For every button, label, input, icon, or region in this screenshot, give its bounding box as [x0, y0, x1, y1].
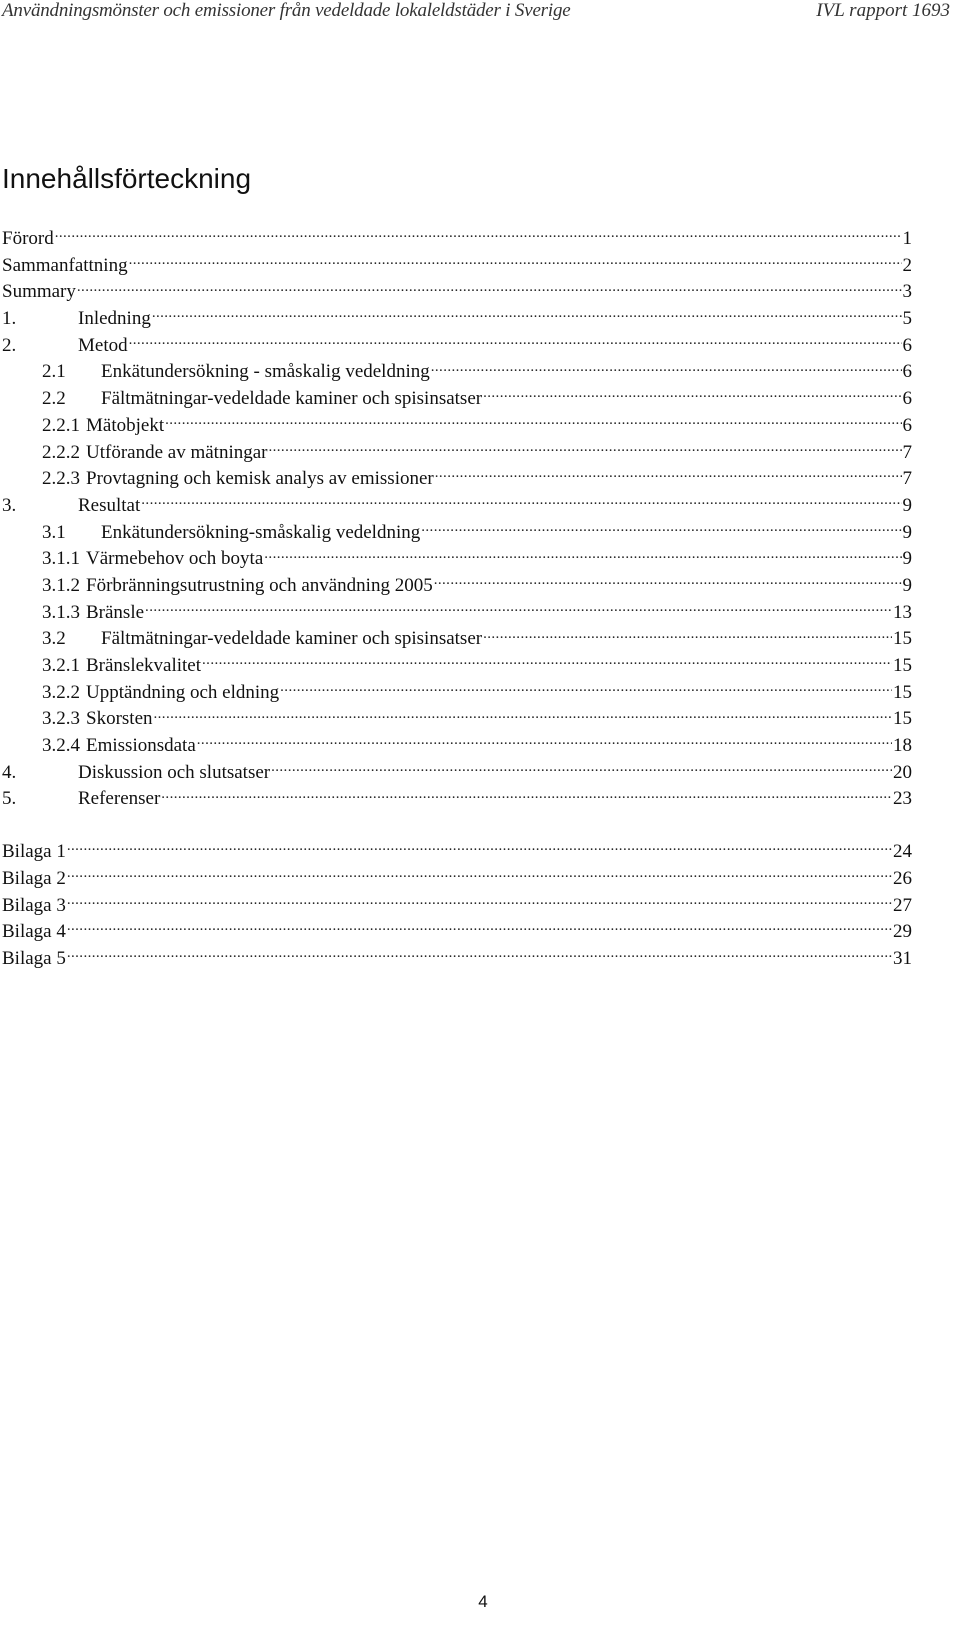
toc-entry-title: Värmebehov och boyta — [86, 548, 264, 570]
toc-entry-page: 23 — [893, 788, 912, 810]
toc-entry-title: Metod — [78, 334, 128, 356]
toc-entry-label — [0, 839, 66, 866]
toc-entry-page: 9 — [902, 548, 912, 570]
toc-entry-label — [0, 226, 54, 253]
toc-appendix-title: Bilaga 4 — [2, 921, 66, 943]
toc-entry-page: 6 — [902, 414, 912, 436]
toc-entry[interactable] — [0, 439, 912, 466]
toc-entry-label — [0, 919, 66, 946]
toc-entry-label — [0, 466, 434, 493]
toc-entry-label — [0, 626, 482, 653]
toc-entry-title: Fältmätningar-vedeldade kaminer och spisinsatser — [101, 388, 483, 410]
toc-entry-label — [0, 760, 270, 787]
toc-dot-leader — [483, 625, 892, 644]
toc-entry-title: Bränslekvalitet — [86, 655, 202, 676]
toc-dot-leader — [434, 572, 902, 591]
page-header — [0, 0, 960, 28]
toc-entry-number: 3.2.4 — [42, 735, 80, 757]
toc-entry-title: Provtagning och kemisk analys av emissioner — [86, 468, 434, 490]
toc-entry-label — [0, 680, 279, 707]
toc-entry-page: 9 — [902, 494, 912, 516]
toc-entry-title: Upptändning och eldning — [86, 681, 280, 703]
toc-dot-leader — [165, 412, 901, 431]
toc-appendix-title: Bilaga 3 — [2, 894, 66, 916]
toc-entry-title: Förbränningsutrustning och användning 2005 — [86, 574, 433, 596]
toc-entry-page: 15 — [893, 708, 912, 730]
toc-entry-page: 9 — [902, 574, 912, 596]
toc-entry-label — [0, 493, 140, 520]
toc-entry[interactable] — [0, 252, 912, 279]
toc-entry-title: Enkätundersökning-småskalig vedeldning — [101, 521, 421, 543]
toc-entry[interactable] — [0, 625, 912, 652]
toc-appendix-page: 31 — [893, 947, 912, 969]
toc-entry[interactable] — [0, 519, 912, 546]
toc-dot-leader — [202, 652, 892, 671]
report-title-header: Användningsmönster och emissioner från vedeldade lokaleldstäder i Sverige — [2, 0, 571, 21]
toc-entry-label — [0, 279, 76, 306]
toc-entry-title: Enkätundersökning - småskalig vedeldning — [101, 361, 430, 383]
toc-entry-page: 18 — [893, 735, 912, 757]
toc-dot-leader — [264, 545, 901, 564]
toc-dot-leader — [141, 492, 901, 511]
toc-entry-label — [0, 386, 482, 413]
toc-dot-leader — [197, 732, 892, 751]
toc-entry[interactable] — [0, 305, 912, 332]
toc-appendix-page: 27 — [893, 894, 912, 916]
toc-entry-number: 3.2.2 — [42, 681, 80, 703]
toc-entry-label — [0, 653, 201, 680]
toc-entry-page: 13 — [893, 601, 912, 623]
toc-dot-leader — [431, 358, 902, 377]
toc-entry-title: Sammanfattning — [2, 254, 128, 276]
toc-entry-label — [0, 359, 430, 386]
toc-entry-number: 3.1 — [42, 521, 66, 543]
toc-dot-leader — [67, 892, 892, 911]
toc-entry[interactable] — [0, 732, 912, 759]
toc-dot-leader — [67, 865, 892, 884]
toc-entry-number: 3.1.3 — [42, 601, 80, 623]
toc-dot-leader — [145, 599, 892, 618]
toc-dot-leader — [161, 785, 892, 804]
toc-appendix-entry[interactable] — [0, 892, 912, 919]
toc-entry-label — [0, 546, 263, 573]
toc-entry-number: 3.1.1 — [42, 548, 80, 570]
toc-entry-number: 4. — [2, 761, 17, 783]
toc-entry[interactable] — [0, 225, 912, 252]
toc-appendix-title: Bilaga 5 — [2, 947, 66, 969]
toc-entry-title: Inledning — [78, 308, 151, 330]
toc-entry-number: 2. — [2, 334, 17, 356]
toc-dot-leader — [154, 705, 893, 724]
toc-entry[interactable] — [0, 385, 912, 412]
report-number-header: IVL rapport 1693 — [816, 0, 950, 21]
toc-entry-label — [0, 573, 433, 600]
toc-heading: Innehållsförteckning — [2, 163, 252, 194]
toc-entry-number: 1. — [2, 308, 17, 330]
toc-appendix-entry[interactable] — [0, 918, 912, 945]
toc-entry-label — [0, 440, 267, 467]
toc-entry-title: Emissionsdata — [86, 735, 196, 757]
toc-entry-number: 5. — [2, 788, 17, 810]
toc-entry[interactable] — [0, 679, 912, 706]
toc-dot-leader — [435, 465, 902, 484]
toc-dot-leader — [67, 918, 892, 937]
toc-appendix-page: 24 — [893, 841, 912, 863]
toc-entry-title: Diskussion och slutsatser — [78, 761, 271, 783]
toc-entry[interactable] — [0, 358, 912, 385]
toc-entry-title: Förord — [2, 228, 54, 249]
toc-appendix-page: 26 — [893, 867, 912, 889]
toc-entry[interactable] — [0, 572, 912, 599]
toc-entry[interactable] — [0, 545, 912, 572]
toc-entry-label — [0, 893, 66, 920]
toc-entry-page: 9 — [902, 521, 912, 543]
toc-entry-number: 3.2 — [42, 628, 66, 650]
toc-entry[interactable] — [0, 412, 912, 439]
toc-entry-page: 5 — [902, 308, 912, 330]
toc-entry-page: 15 — [893, 655, 912, 676]
toc-entry-number: 3.2.1 — [42, 655, 80, 676]
toc-entry-number: 2.1 — [42, 361, 66, 383]
toc-entry-title: Mätobjekt — [86, 414, 165, 436]
toc-entry-number: 2.2 — [42, 388, 66, 410]
toc-appendix-entry[interactable] — [0, 945, 912, 972]
toc-entry-page: 7 — [902, 468, 912, 490]
toc-dot-leader — [152, 305, 902, 324]
toc-entry-number: 3.1.2 — [42, 574, 80, 596]
toc-entry-page: 7 — [902, 441, 912, 463]
toc-appendix-entry[interactable] — [0, 865, 912, 892]
toc-entry-title: Utförande av mätningar — [86, 441, 268, 463]
toc-entry-title: Summary — [2, 281, 76, 303]
toc-dot-leader — [77, 278, 902, 297]
toc-appendix-page: 29 — [893, 921, 912, 943]
toc-entry[interactable] — [0, 599, 912, 626]
toc-dot-leader — [421, 519, 901, 538]
toc-entry-label — [0, 733, 196, 760]
toc-dot-leader — [271, 759, 892, 778]
toc-entry[interactable] — [0, 465, 912, 492]
toc-entry-label — [0, 253, 128, 280]
toc-entry-label — [0, 786, 160, 813]
toc-entry-label — [0, 706, 153, 733]
toc-entry-label — [0, 946, 66, 973]
toc-appendix-title: Bilaga 2 — [2, 867, 66, 889]
toc-entry[interactable] — [0, 705, 912, 732]
toc-dot-leader — [129, 252, 902, 271]
toc-entry-page: 1 — [902, 228, 912, 249]
toc-entry-number: 2.2.1 — [42, 414, 80, 436]
toc-entry[interactable] — [0, 278, 912, 305]
toc-entry-label — [0, 600, 144, 627]
toc-appendix-title: Bilaga 1 — [2, 841, 66, 863]
toc-entry-number: 2.2.2 — [42, 441, 80, 463]
toc-entry-label — [0, 866, 66, 893]
toc-entry-title: Fältmätningar-vedeldade kaminer och spisinsatser — [101, 628, 483, 650]
table-of-contents — [0, 225, 912, 972]
toc-entry-page: 15 — [893, 681, 912, 703]
toc-entry-number: 3.2.3 — [42, 708, 80, 730]
toc-entry[interactable] — [0, 785, 912, 812]
toc-entry-page: 2 — [902, 254, 912, 276]
toc-dot-leader — [129, 332, 902, 351]
toc-entry-label — [0, 520, 420, 547]
toc-entry-number: 3. — [2, 494, 17, 516]
toc-dot-leader — [67, 838, 892, 857]
toc-entry-page: 6 — [902, 388, 912, 410]
toc-dot-leader — [280, 679, 892, 698]
toc-entry-page: 6 — [902, 334, 912, 356]
toc-entry-page: 3 — [902, 281, 912, 303]
toc-appendix-entry[interactable] — [0, 838, 912, 865]
toc-entry-title: Bränsle — [86, 601, 145, 623]
toc-entry-title: Resultat — [78, 494, 141, 516]
toc-entry[interactable] — [0, 332, 912, 359]
toc-entry-page: 15 — [893, 628, 912, 650]
toc-entry[interactable] — [0, 759, 912, 786]
toc-entry[interactable] — [0, 652, 912, 679]
toc-entry[interactable] — [0, 492, 912, 519]
toc-entry-page: 6 — [902, 361, 912, 383]
toc-dot-leader — [483, 385, 901, 404]
toc-entry-number: 2.2.3 — [42, 468, 80, 490]
toc-dot-leader — [55, 225, 902, 244]
toc-entry-label — [0, 333, 128, 360]
toc-dot-leader — [268, 439, 901, 458]
toc-dot-leader — [67, 945, 892, 964]
page-number: 4 — [478, 1592, 488, 1611]
toc-entry-label — [0, 306, 151, 333]
toc-entry-label — [0, 413, 164, 440]
toc-entry-title: Skorsten — [86, 708, 153, 730]
toc-entry-title: Referenser — [78, 788, 161, 810]
toc-entry-page: 20 — [893, 761, 912, 783]
